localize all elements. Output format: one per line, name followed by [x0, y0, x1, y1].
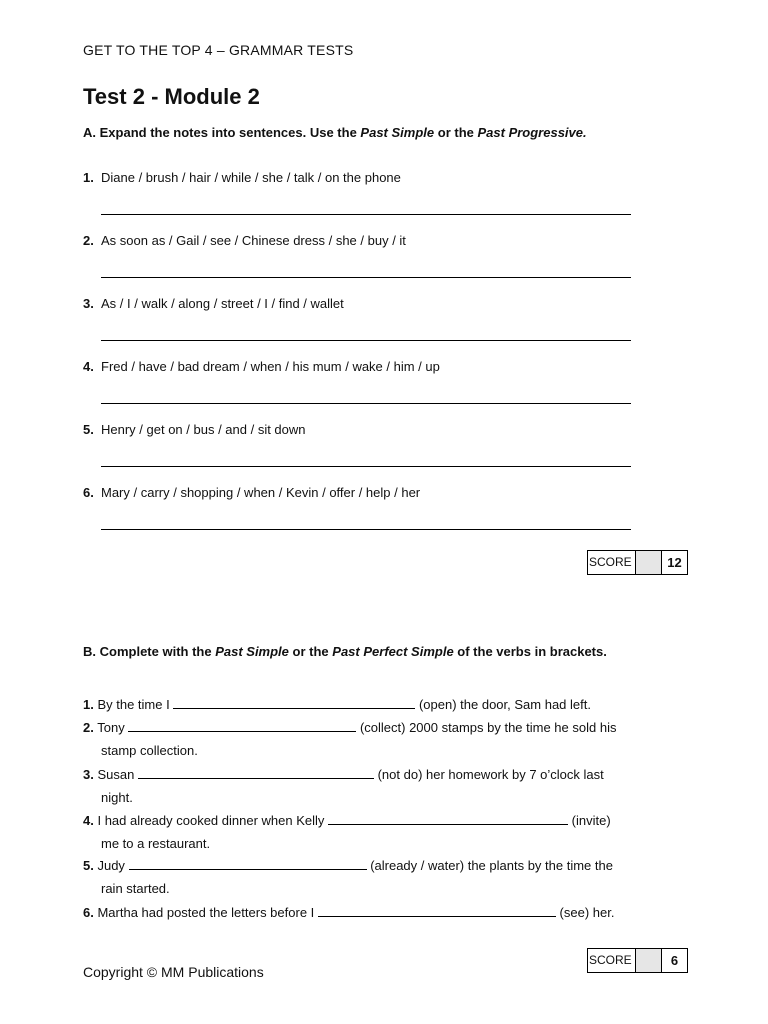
item-prompt: As soon as / Gail / see / Chinese dress / she / buy / it	[101, 233, 406, 248]
series-title: GET TO THE TOP 4 – GRAMMAR TESTS	[83, 42, 354, 58]
item-number: 1.	[83, 697, 94, 712]
answer-blank[interactable]	[173, 698, 415, 709]
item-number: 5.	[83, 422, 94, 437]
fill-in-item	[83, 858, 613, 873]
score-entry[interactable]	[636, 551, 662, 574]
exercise-item	[83, 422, 306, 437]
answer-blank[interactable]	[328, 814, 568, 825]
item-number: 1.	[83, 170, 94, 185]
fill-in-item	[83, 720, 616, 735]
score-label: SCORE	[588, 551, 636, 574]
fill-in-item	[83, 767, 604, 782]
fill-in-item	[83, 697, 591, 712]
instruction-text: Complete with the	[99, 644, 212, 659]
item-text-before: Tony	[97, 720, 125, 735]
page-title: Test 2 - Module 2	[83, 84, 260, 109]
fill-in-item	[83, 905, 614, 920]
exercise-item	[83, 359, 440, 374]
item-number: 5.	[83, 858, 94, 873]
item-text-after: (already / water) the plants by the time the	[370, 858, 613, 873]
score-label: SCORE	[588, 949, 636, 972]
item-prompt: Mary / carry / shopping / when / Kevin / offer / help / her	[101, 485, 421, 500]
score-box	[587, 948, 688, 973]
item-continuation: rain started.	[101, 881, 170, 896]
item-text-before: Judy	[97, 858, 125, 873]
answer-blank[interactable]	[128, 721, 356, 732]
item-text-after: (see) her.	[559, 905, 615, 920]
tense-name: Past Perfect Simple	[332, 644, 454, 659]
item-number: 3.	[83, 296, 94, 311]
item-prompt: Diane / brush / hair / while / she / talk / on the phone	[101, 170, 401, 185]
item-number: 2.	[83, 233, 94, 248]
item-number: 3.	[83, 767, 94, 782]
exercise-item	[83, 485, 420, 500]
item-text-before: Susan	[97, 767, 135, 782]
score-box	[587, 550, 688, 575]
section-a-instructions	[83, 125, 683, 140]
item-text-after: (invite)	[571, 813, 611, 828]
item-prompt: Fred / have / bad dream / when / his mum / wake / him / up	[101, 359, 440, 374]
item-text-before: I had already cooked dinner when Kelly	[97, 813, 325, 828]
tense-name: Past Simple	[360, 125, 435, 140]
item-number: 6.	[83, 485, 94, 500]
exercise-item	[83, 233, 406, 248]
item-prompt: As / I / walk / along / street / I / find / wallet	[101, 296, 344, 311]
score-entry[interactable]	[636, 949, 662, 972]
answer-blank[interactable]	[129, 859, 367, 870]
answer-line[interactable]	[101, 214, 631, 215]
item-number: 4.	[83, 813, 94, 828]
answer-line[interactable]	[101, 403, 631, 404]
item-continuation: me to a restaurant.	[101, 836, 211, 851]
tense-name: Past Progressive.	[477, 125, 587, 140]
item-text-after: (open) the door, Sam had left.	[418, 697, 591, 712]
item-continuation: stamp collection.	[101, 743, 198, 758]
instruction-text: or the	[437, 125, 474, 140]
section-b-instructions	[83, 644, 643, 659]
item-number: 2.	[83, 720, 94, 735]
score-max: 12	[667, 555, 682, 570]
item-text-after: (collect) 2000 stamps by the time he sold his	[359, 720, 617, 735]
exercise-item	[83, 170, 401, 185]
answer-line[interactable]	[101, 466, 631, 467]
instruction-text: Expand the notes into sentences. Use the	[99, 125, 357, 140]
answer-line[interactable]	[101, 529, 631, 530]
answer-line[interactable]	[101, 340, 631, 341]
item-number: 4.	[83, 359, 94, 374]
fill-in-item	[83, 813, 611, 828]
answer-blank[interactable]	[138, 768, 374, 779]
instruction-text: or the	[292, 644, 329, 659]
item-prompt: Henry / get on / bus / and / sit down	[101, 422, 306, 437]
item-continuation: night.	[101, 790, 133, 805]
tense-name: Past Simple	[215, 644, 289, 659]
item-text-after: (not do) her homework by 7 o’clock last	[377, 767, 604, 782]
item-text-before: Martha had posted the letters before I	[97, 905, 315, 920]
item-number: 6.	[83, 905, 94, 920]
section-letter: A.	[83, 125, 96, 140]
exercise-item	[83, 296, 344, 311]
score-max: 6	[670, 953, 679, 968]
section-letter: B.	[83, 644, 96, 659]
instruction-text: of the verbs in brackets.	[457, 644, 607, 659]
item-text-before: By the time I	[97, 697, 170, 712]
answer-blank[interactable]	[318, 906, 556, 917]
answer-line[interactable]	[101, 277, 631, 278]
copyright-notice: Copyright © MM Publications	[83, 964, 264, 980]
